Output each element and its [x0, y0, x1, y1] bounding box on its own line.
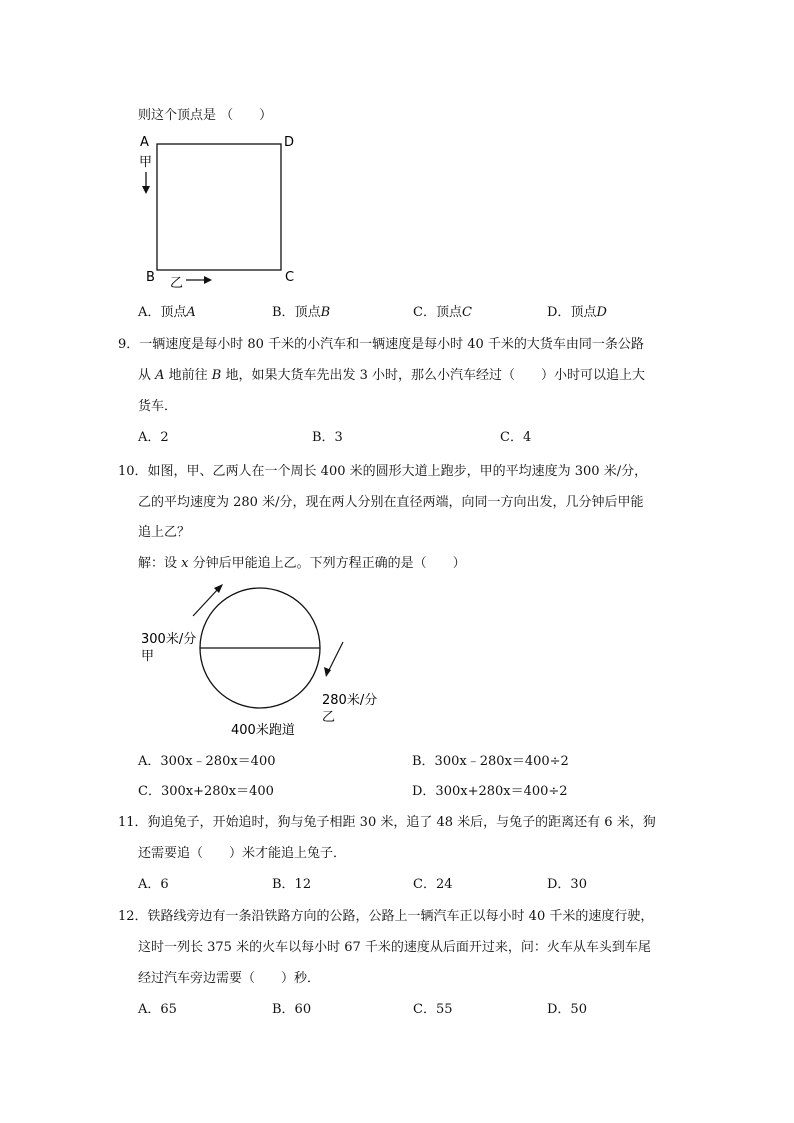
q10-line-3: 追上乙？ — [138, 525, 191, 540]
q10-option-b[interactable]: B．300x﹣280x＝400÷2 — [412, 754, 569, 769]
q12-option-c[interactable]: C．55 — [413, 1002, 453, 1017]
q12-line-3: 经过汽车旁边需要（ ）秒． — [138, 971, 321, 986]
q12-option-a[interactable]: A．65 — [138, 1002, 177, 1017]
vertex-c-label: C — [285, 270, 295, 285]
q8-option-b[interactable]: B．顶点B — [272, 305, 331, 320]
q9-option-b[interactable]: B．3 — [312, 430, 343, 445]
q10-line-2: 乙的平均速度为 280 米/分，现在两人分别在直径两端，向同一方向出发，几分钟后甲能 — [138, 495, 644, 510]
q9-line-1: 9．一辆速度是每小时 80 千米的小汽车和一辆速度是每小时 40 千米的大货车由同一条公路 — [118, 337, 644, 352]
square — [157, 144, 281, 270]
q12-line-2: 这时一列长 375 米的火车以每小时 67 千米的速度从后面开过来，问：火车从车头到车尾 — [138, 940, 651, 955]
q10-solution-line: 解：设 x 分钟后甲能追上乙。下列方程正确的是（ ） — [138, 556, 466, 571]
q10-option-a[interactable]: A．300x﹣280x＝400 — [138, 754, 276, 769]
q8-stem-tail: 则这个顶点是 （ ） — [138, 108, 273, 123]
q10-line-1: 10．如图，甲、乙两人在一个周长 400 米的圆形大道上跑步，甲的平均速度为 300 米/分， — [118, 464, 648, 479]
q9-option-a[interactable]: A．2 — [138, 430, 169, 445]
q11-line-2: 还需要追（ ）米才能追上兔子． — [138, 846, 347, 861]
yi-speed-label: 280米/分 — [322, 693, 378, 708]
q9-option-c[interactable]: C．4 — [500, 430, 532, 445]
vertex-d-label: D — [284, 135, 295, 150]
yi-direction-arrow-icon — [328, 642, 343, 672]
yi-label: 乙 — [170, 276, 184, 291]
q8-option-c[interactable]: C．顶点C — [413, 305, 472, 320]
q9-line-3: 货车． — [138, 399, 178, 414]
vertex-b-label: B — [146, 270, 155, 285]
q10-option-d[interactable]: D．300x+280x＝400÷2 — [412, 784, 568, 799]
q11-option-d[interactable]: D．30 — [547, 877, 587, 892]
q12-line-1: 12．铁路线旁边有一条沿铁路方向的公路，公路上一辆汽车正以每小时 40 千米的速度行驶， — [118, 909, 654, 924]
q11-option-b[interactable]: B．12 — [272, 877, 312, 892]
q9-line-2: 从 A 地前往 B 地，如果大货车先出发 3 小时，那么小汽车经过（ ）小时可以追上大 — [138, 368, 646, 383]
jia-arrowhead-icon — [142, 186, 150, 194]
track-length-label: 400米跑道 — [231, 723, 295, 738]
q11-line-1: 11．狗追兔子，开始追时，狗与兔子相距 30 米，追了 48 米后，与兔子的距离还有 6 米，狗 — [118, 815, 656, 830]
q12-option-b[interactable]: B．60 — [272, 1002, 312, 1017]
q12-option-d[interactable]: D．50 — [547, 1002, 587, 1017]
q11-option-c[interactable]: C．24 — [413, 877, 453, 892]
q8-option-d[interactable]: D．顶点D — [547, 305, 607, 320]
jia-direction-arrow-icon — [193, 588, 219, 616]
q11-option-a[interactable]: A．6 — [138, 877, 169, 892]
jia-label: 甲 — [139, 155, 153, 170]
q8-option-a[interactable]: A．顶点A — [138, 305, 196, 320]
q8-square-figure — [130, 128, 310, 293]
yi-arrowhead-icon — [204, 276, 212, 284]
vertex-a-label: A — [140, 135, 149, 150]
jia-name-label: 甲 — [141, 649, 155, 664]
jia-speed-label: 300米/分 — [141, 632, 197, 647]
q10-track-figure — [138, 576, 398, 741]
q10-option-c[interactable]: C．300x+280x＝400 — [138, 784, 274, 799]
yi-name-label: 乙 — [322, 710, 336, 725]
